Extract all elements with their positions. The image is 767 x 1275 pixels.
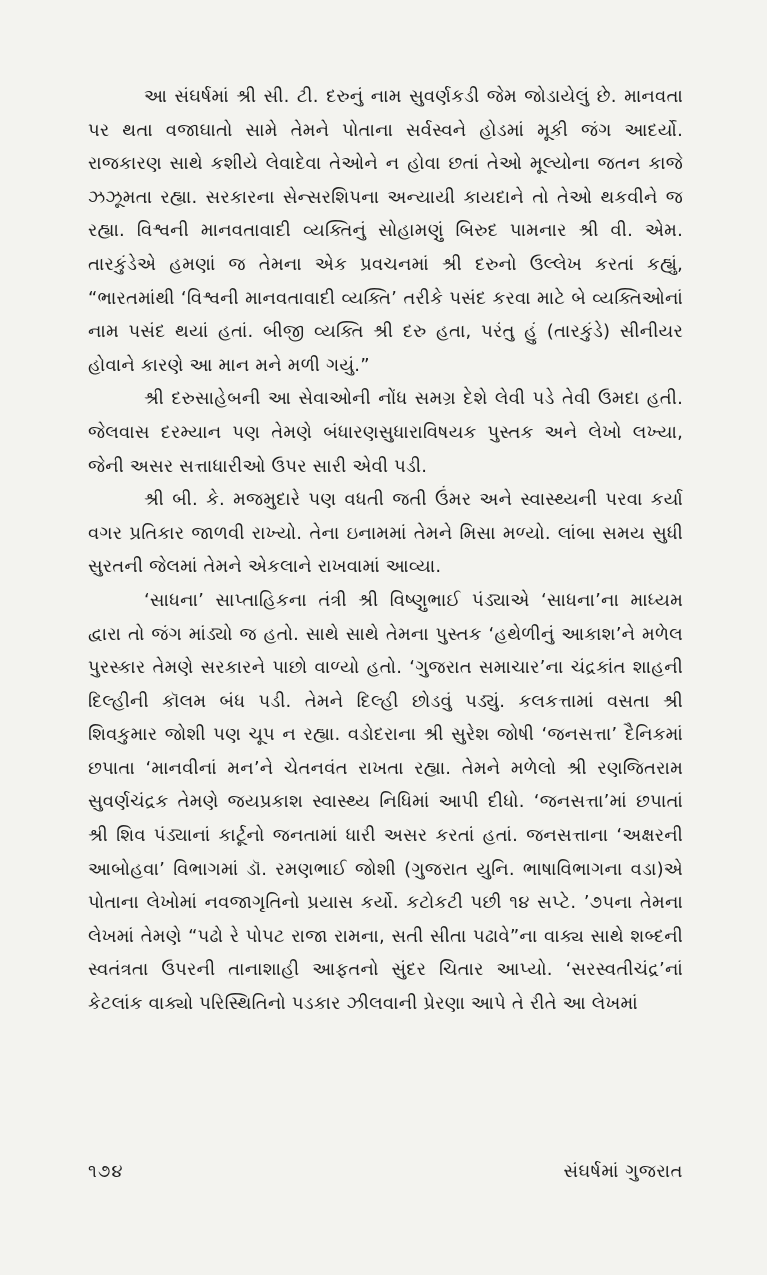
- paragraph-4: ‘સાધના’ સાપ્તાહિકના તંત્રી શ્રી વિષ્ણુભાઈ પંડ્યાએ ‘સાધના’ના માધ્યમ દ્વારા તો જંગ માંડ્યો જ હતો. સાથે સાથે તેમના પુસ્તક ‘હથેળીનું આકાશ’ને મળેલ પુરસ્કાર તેમણે સરકારને પાછો વાળ્યો હતો. ‘ગુજરાત સમાચાર’ના ચંદ્રકાંત શાહની દિલ્હીની કૉલમ બંધ પડી. તેમને દિલ્હી છોડવું પડ્યું. કલકત્તામાં વસતા શ્રી શિવકુમાર જોશી પણ ચૂપ ન રહ્યા. વડોદરાના શ્રી સુરેશ જોષી ‘જનસત્તા’ દૈનિકમાં છપાતા ‘માનવીનાં મન’ને ચેતનવંત રાખતા રહ્યા. તેમને મળેલો શ્રી રણજિતરામ સુવર્ણચંદ્રક તેમણે જયપ્રકાશ સ્વાસ્થ્ય નિધિમાં આપી દીધો. ‘જનસત્તા’માં છપાતાં શ્રી શિવ પંડ્યાનાં કાર્ટૂનો જનતામાં ધારી અસર કરતાં હતાં. જનસત્તાના ‘અક્ષરની આબોહવા’ વિભાગમાં ડૉ. રમણભાઈ જોશી (ગુજરાત યુનિ. ભાષાવિભાગના વડા)એ પોતાના લેખોમાં નવજાગૃતિનો પ્રયાસ કર્યો. કટોકટી પછી ૧૪ સપ્ટે. ’૭૫ના તેમના લેખમાં તેમણે “પઢો રે પોપટ રાજા રામના, સતી સીતા પઢાવે”ના વાક્ય સાથે શબ્દની સ્વતંત્રતા ઉપરની તાનાશાહી આફતનો સુંદર ચિતાર આપ્યો. ‘સરસ્વતીચંદ્ર’નાં કેટલાંક વાક્યો પરિસ્થિતિનો પડકાર ઝીલવાની પ્રેરણા આપે તે રીતે આ લેખમાં: [88, 589, 683, 1015]
- page-number: ૧૭૪: [88, 1160, 124, 1182]
- paragraph-1: આ સંઘર્ષમાં શ્રી સી. ટી. દરુનું નામ સુવર્ણકડી જેમ જોડાયેલું છે. માનવતા પર થતા વજાઘાતો સામે તેમને પોતાના સર્વસ્વને હોડમાં મૂકી જંગ આદર્યો. રાજકારણ સાથે કશીયે લેવાદેવા તેઓને ન હોવા છતાં તેઓ મૂલ્યોના જતન કાજે ઝઝૂમતા રહ્યા. સરકારના સેન્સરશિપના અન્યાયી કાયદાને તો તેઓ થકવીને જ રહ્યા. વિશ્વની માનવતાવાદી વ્યક્તિનું સોહામણું બિરુદ પામનાર શ્રી વી. એમ. તારકુંડેએ હમણાં જ તેમના એક પ્રવચનમાં શ્રી દરુનો ઉલ્લેખ કરતાં કહ્યું, “ભારતમાંથી ‘વિશ્વની માનવતાવાદી વ્યક્તિ’ તરીકે પસંદ કરવા માટે બે વ્યક્તિઓનાં નામ પસંદ થયાં હતાં. બીજી વ્યક્તિ શ્રી દરુ હતા, પરંતુ હું (તારકુંડે) સીનીયર હોવાને કારણે આ માન મને મળી ગયું.”: [88, 86, 683, 376]
- running-title: સંઘર્ષમાં ગુજરાત: [563, 1160, 683, 1182]
- paragraph-3: શ્રી બી. કે. મજમુદારે પણ વધતી જતી ઉંમર અને સ્વાસ્થ્યની પરવા કર્યા વગર પ્રતિકાર જાળવી રાખ્યો. તેના ઇનામમાં તેમને મિસા મળ્યો. લાંબા સમય સુધી સુરતની જેલમાં તેમને એકલાને રાખવામાં આવ્યા.: [88, 489, 683, 578]
- body-text: [88, 80, 683, 1021]
- paragraph-2: શ્રી દરુસાહેબની આ સેવાઓની નોંધ સમગ્ર દેશે લેવી પડે તેવી ઉમદા હતી. જેલવાસ દરમ્યાન પણ તેમણે બંધારણસુધારાવિષયક પુસ્તક અને લેખો લખ્યા, જેની અસર સત્તાધારીઓ ઉપર સારી એવી પડી.: [88, 388, 683, 477]
- page-footer: [88, 1156, 683, 1186]
